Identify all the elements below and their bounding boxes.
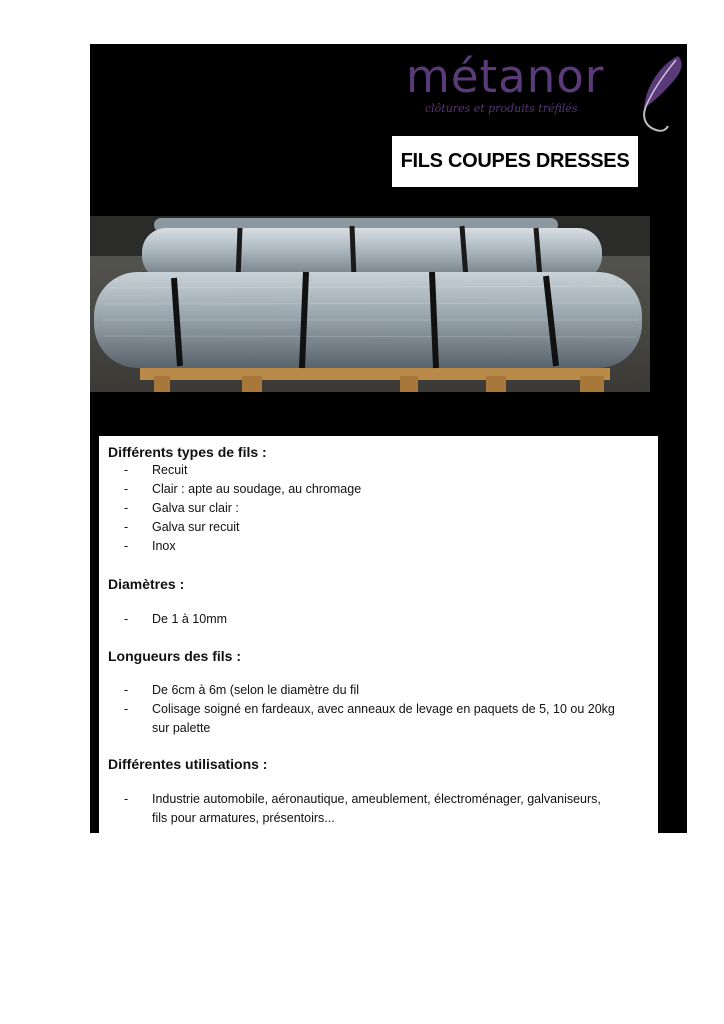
- document-page: [90, 44, 687, 833]
- title-box: [392, 136, 638, 187]
- brand-name: métanor: [406, 50, 605, 103]
- section-heading-types: Différents types de fils :: [108, 444, 267, 460]
- brand-tagline: clôtures et produits tréfilés: [425, 102, 578, 115]
- content-panel: Différents types de fils : - Recuit - Clair : apte au soudage, au chromage - Galva sur clair : - Galva sur recuit - Inox Diamètres : - De 1 à 10mm Longueurs des fils : - De 6cm à 6m (selon le diamètre du fil - Colisage soigné en fardeaux, avec anneaux de levage en paquets de 5, 10 ou 20kg sur palette Différentes utilisations : - Industrie automobile, aéronautique, ameublement, électroménager, galvaniseurs, fils pour armatures, présentoirs...: [99, 436, 658, 833]
- section-heading-lengths: Longueurs des fils :: [108, 648, 242, 664]
- feather-icon: [632, 50, 692, 134]
- section-heading-uses: Différentes utilisations :: [108, 756, 268, 772]
- brand-logo: [404, 52, 692, 134]
- wire-bundles-photo: [90, 216, 650, 392]
- section-heading-diameters: Diamètres :: [108, 576, 185, 592]
- page-title: FILS COUPES DRESSES: [400, 150, 630, 172]
